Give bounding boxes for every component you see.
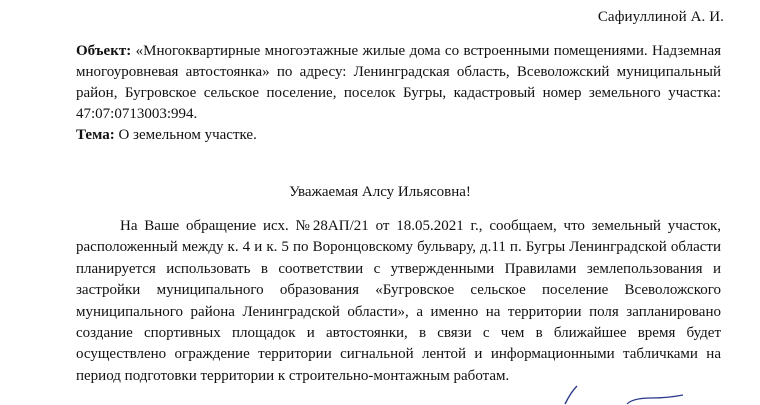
topic-label: Тема:	[76, 127, 115, 143]
topic-text: О земельном участке.	[118, 127, 257, 143]
object-label: Объект:	[76, 43, 132, 59]
greeting: Уважаемая Алсу Ильясовна!	[289, 184, 471, 200]
object-text: «Многоквартирные многоэтажные жилые дома со встроенными помещениями. Надземная многоуровневая автостоянка» по адресу: Ленинградская область, Всеволожский муниципальный район, Бугровское сельское поселение, поселок Бугры, кадастровый номер земельного участка: 47:07:0713003:994.	[76, 43, 722, 122]
object-paragraph	[76, 41, 721, 125]
signature-mark	[555, 380, 685, 405]
topic-paragraph	[76, 125, 721, 146]
letter-body: На Ваше обращение исх. №28АП/21 от 18.05.2021 г., сообщаем, что земельный участок, расположенный между к. 4 и к. 5 по Воронцовскому бульвару, д.11 п. Бугры Ленинградской области планируется использовать в соответствии с утвержденными Правилами землепользования и застройки муниципального образования «Бугровское сельское поселение Всеволожского муниципального района Ленинградской области», а именно на территории поля запланировано создание спортивных площадок и автостоянки, в связи с чем в ближайшее время будет осуществлено ограждение территории сигнальной лентой и информационными табличками на период подготовки территории к строительно-монтажным работам.	[76, 218, 721, 384]
subject-block	[76, 41, 721, 146]
addressee: Сафиуллиной А. И.	[597, 9, 724, 25]
